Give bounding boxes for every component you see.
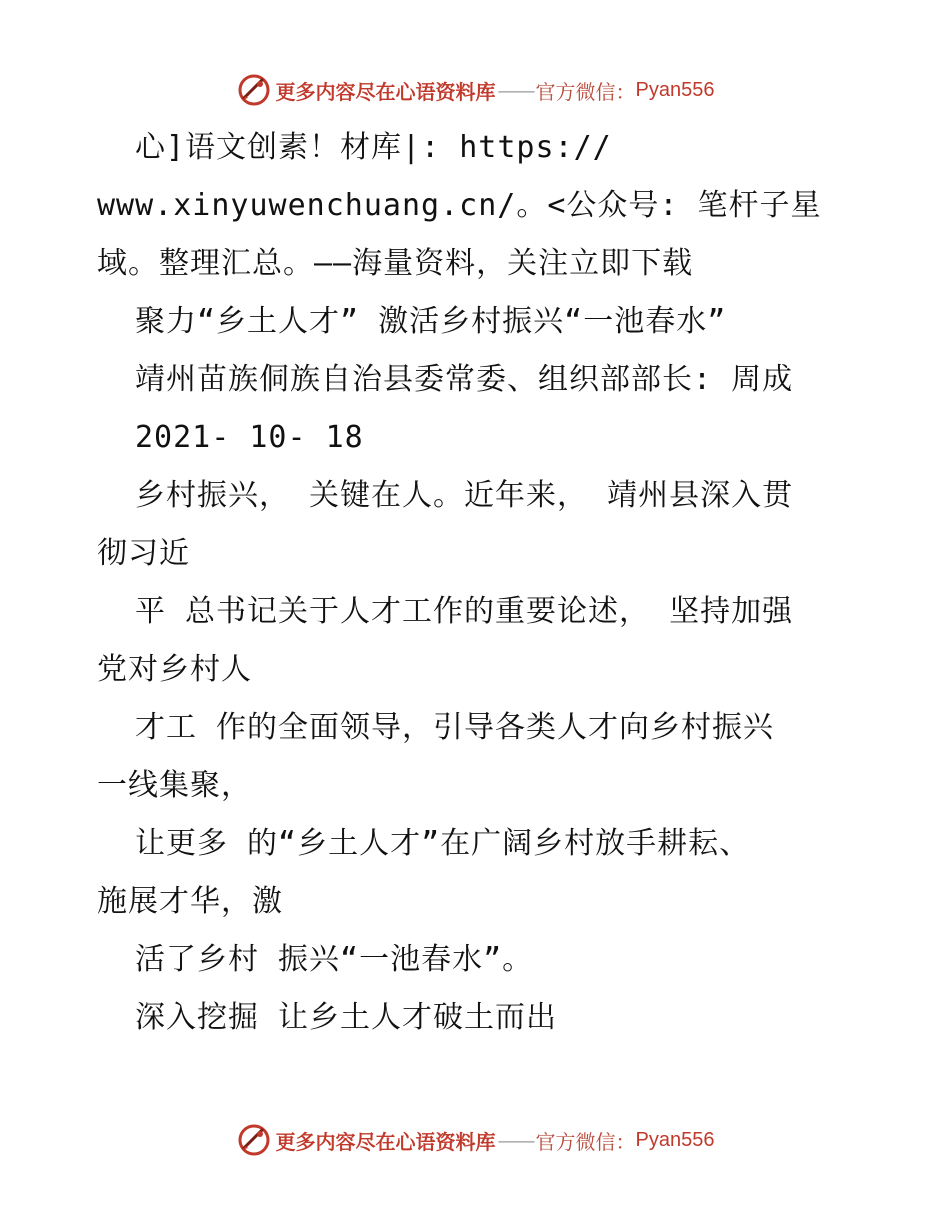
text-line: 才工 作的全面领导，引导各类人才向乡村振兴: [135, 710, 775, 745]
document-author: 靖州苗族侗族自治县委常委、组织部部长: 周成: [135, 362, 794, 397]
footer-banner: [0, 1120, 950, 1160]
footer-dash: ——: [497, 1128, 534, 1152]
brush-logo-icon: [236, 72, 272, 108]
text-line: 施展才华，激: [97, 884, 283, 919]
header-banner: [0, 70, 950, 110]
header-wechat-id: Pyan556: [635, 78, 715, 101]
header-wechat-label: 官方微信：: [535, 79, 636, 104]
text-line: 平 总书记关于人才工作的重要论述， 坚持加强: [135, 594, 794, 629]
brush-logo-icon: [236, 1122, 272, 1158]
text-line: 心]语文创素！材库|: https://: [135, 130, 612, 165]
text-line: 让更多 的“乡土人才”在广阔乡村放手耕耘、: [135, 826, 751, 861]
text-line: 乡村振兴， 关键在人。近年来， 靖州县深入贯: [135, 478, 794, 513]
text-line: 域。整理汇总。——海量资料，关注立即下载: [97, 246, 694, 281]
section-heading: 深入挖掘 让乡土人才破土而出: [135, 1000, 558, 1035]
header-promo-text: 更多内容尽在心语资料库: [275, 79, 496, 104]
document-date: 2021- 10- 18: [135, 420, 364, 455]
footer-wechat-id: Pyan556: [635, 1128, 715, 1151]
footer-wechat-label: 官方微信：: [535, 1129, 636, 1154]
footer-promo-text: 更多内容尽在心语资料库: [275, 1129, 496, 1154]
document-title: 聚力“乡土人才” 激活乡村振兴“一池春水”: [135, 304, 727, 339]
header-dash: ——: [497, 78, 534, 102]
text-line: 党对乡村人: [97, 652, 252, 687]
text-line: 一线集聚，: [97, 768, 252, 803]
text-line: www.xinyuwenchuang.cn/。<公众号: 笔杆子星: [97, 188, 822, 223]
text-line: 活了乡村 振兴“一池春水”。: [135, 942, 534, 977]
text-line: 彻习近: [97, 536, 190, 571]
